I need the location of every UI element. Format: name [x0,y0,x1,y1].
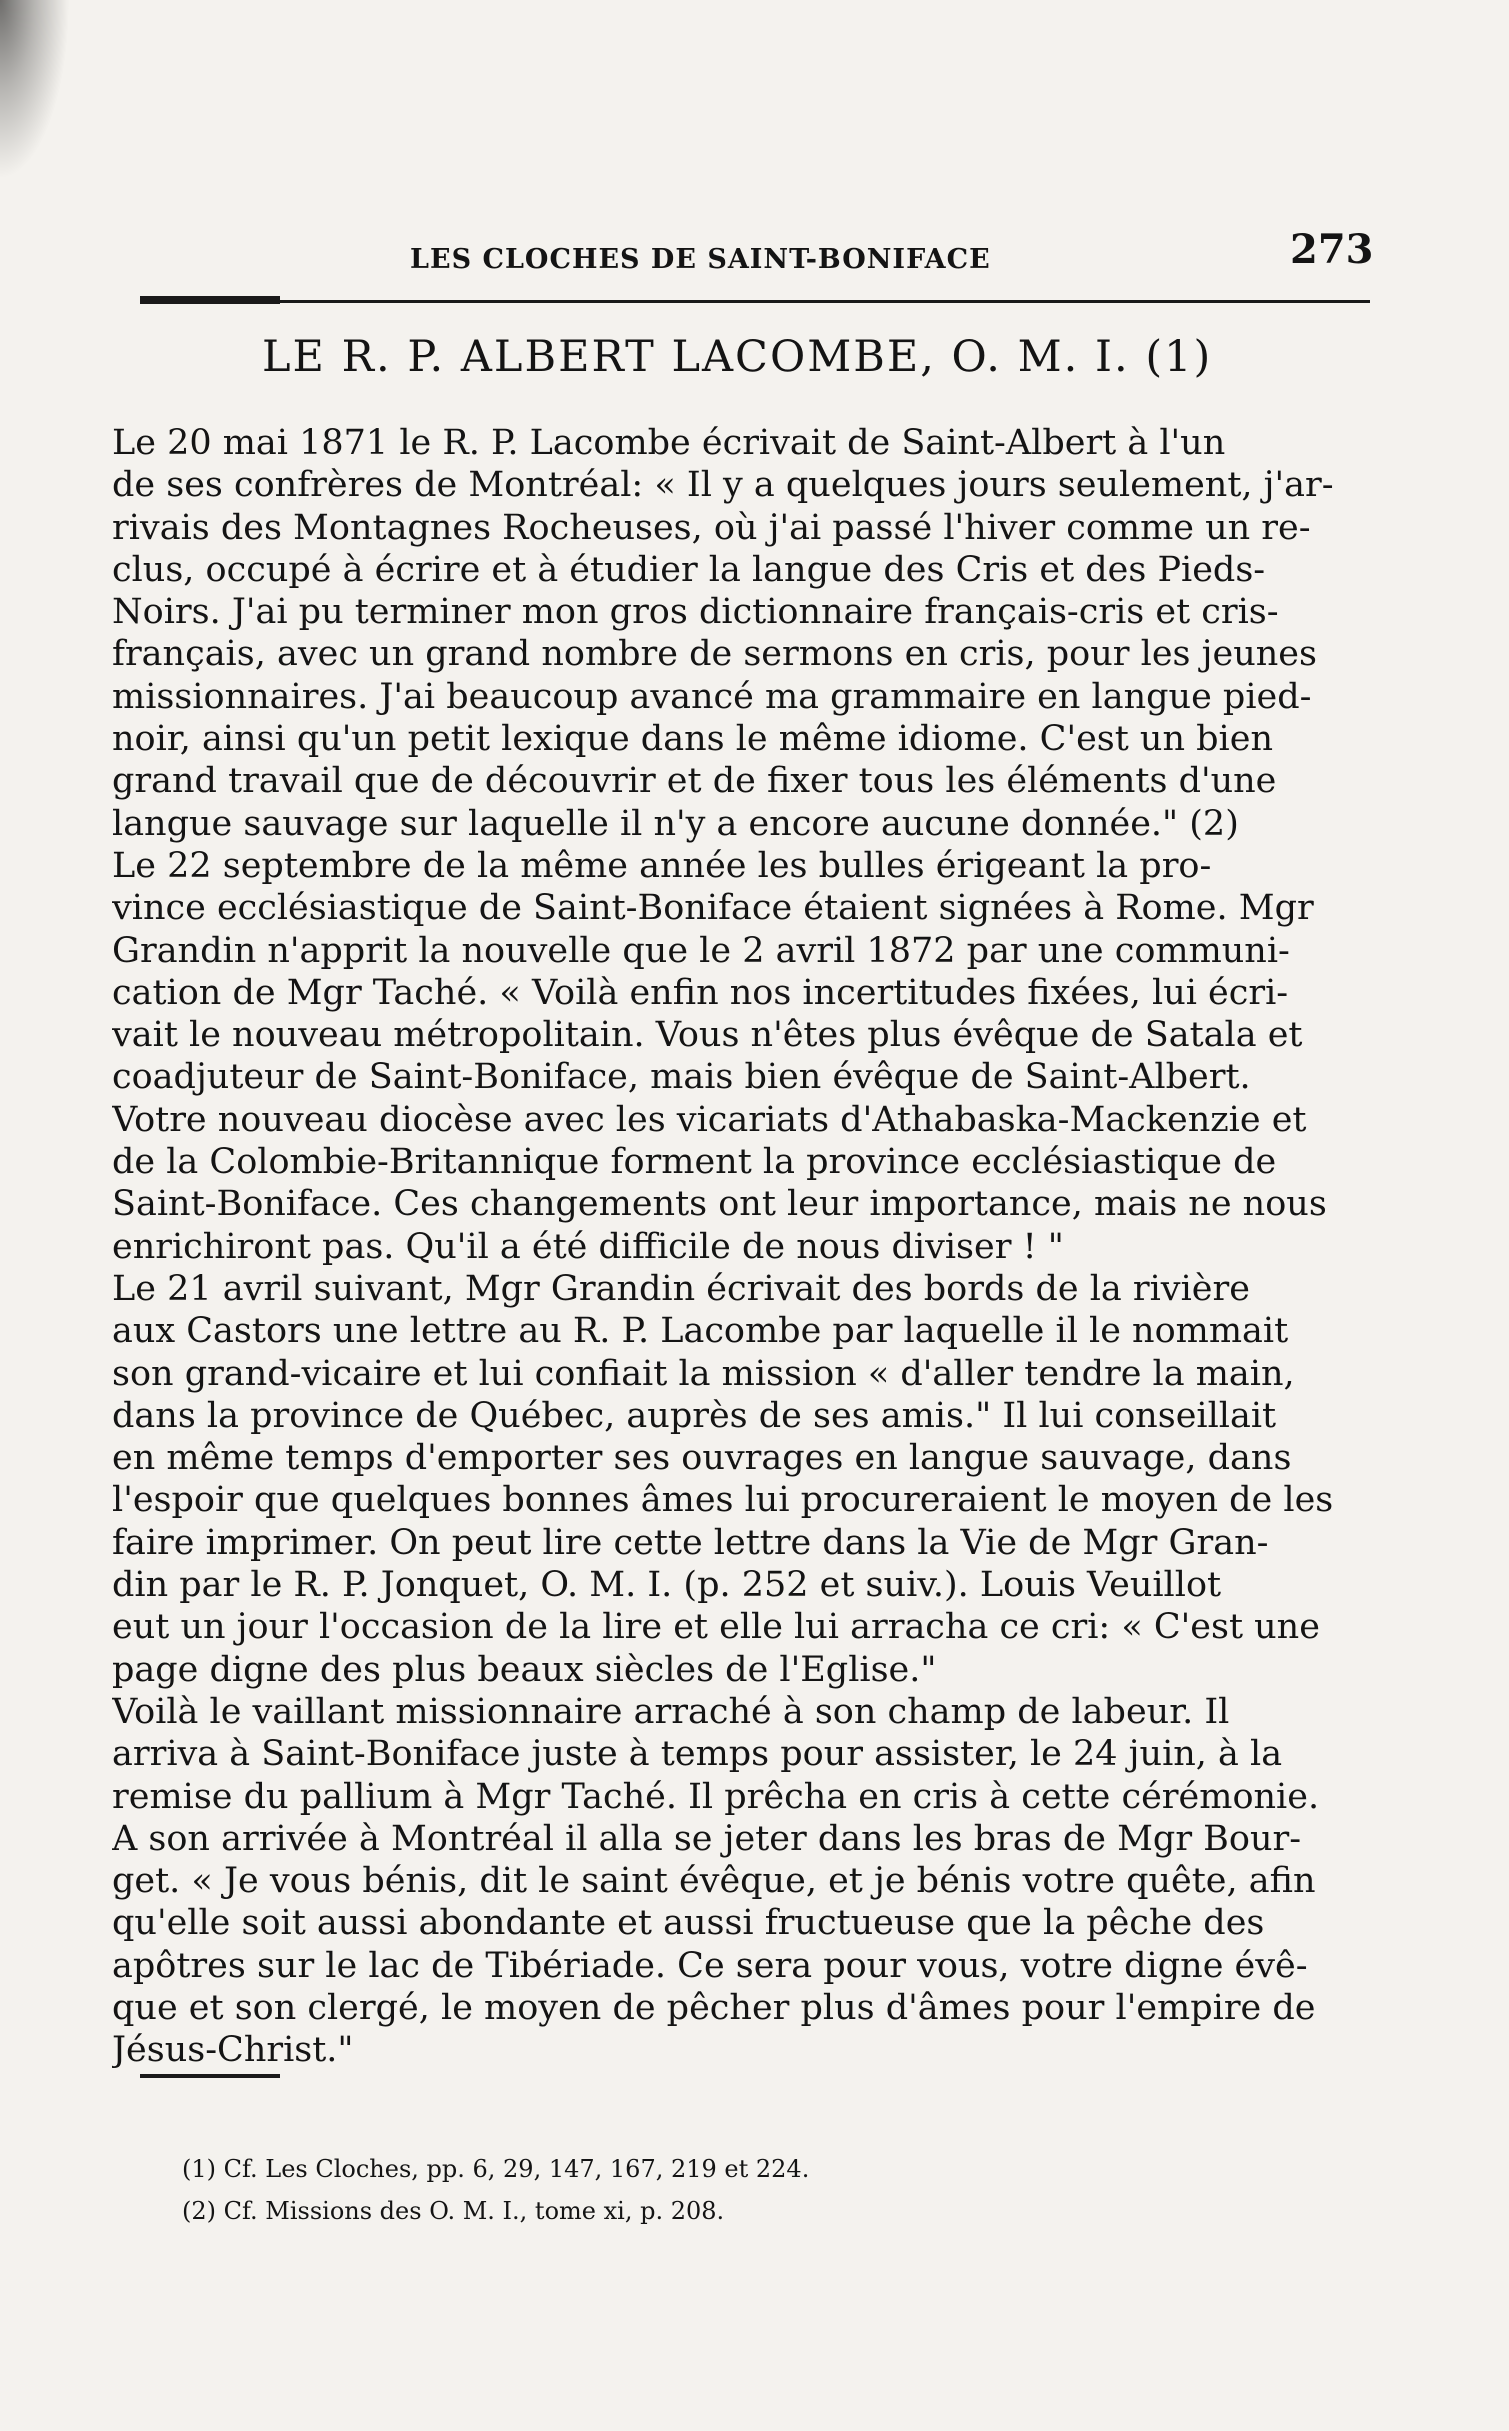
text-line: remise du pallium à Mgr Taché. Il prêcha en cris à cette cérémonie. [112,1776,1320,1817]
text-line: cation de Mgr Taché. « Voilà enfin nos incertitudes fixées, lui écri- [112,972,1289,1013]
text-line: enrichiront pas. Qu'il a été difficile de nous diviser ! " [112,1226,1064,1267]
chapter-title: LE R. P. ALBERT LACOMBE, O. M. I. (1) [262,332,1213,382]
footnote: (1) Cf. Les Cloches, pp. 6, 29, 147, 167, 219 et 224. [182,2155,810,2183]
text-line: de la Colombie-Britannique forment la province ecclésiastique de [112,1142,1277,1183]
text-line: grand travail que de découvrir et de fixer tous les éléments d'une [112,761,1277,802]
text-line: din par le R. P. Jonquet, O. M. I. (p. 252 et suiv.). Louis Veuillot [112,1565,1222,1606]
text-line: que et son clergé, le moyen de pêcher plus d'âmes pour l'empire de [112,1987,1316,2028]
running-head: LES CLOCHES DE SAINT-BONIFACE [410,244,991,275]
footnotes [182,2148,1082,2232]
text-line: coadjuteur de Saint-Boniface, mais bien évêque de Saint-Albert. [112,1057,1251,1098]
text-line: Saint-Boniface. Ces changements ont leur importance, mais ne nous [112,1184,1327,1225]
text-line: A son arrivée à Montréal il alla se jeter dans les bras de Mgr Bour- [112,1818,1302,1859]
text-line: vait le nouveau métropolitain. Vous n'êtes plus évêque de Satala et [112,1015,1303,1056]
header-rule [140,300,1370,303]
text-line: l'espoir que quelques bonnes âmes lui procureraient le moyen de les [112,1480,1334,1521]
text-line: faire imprimer. On peut lire cette lettre dans la Vie de Mgr Gran- [112,1522,1269,1563]
text-line: Voilà le vaillant missionnaire arraché à son champ de labeur. Il [112,1691,1230,1732]
text-line: arriva à Saint-Boniface juste à temps pour assister, le 24 juin, à la [112,1734,1283,1775]
text-line: page digne des plus beaux siècles de l'Eglise." [112,1649,937,1690]
footnote: (2) Cf. Missions des O. M. I., tome xi, p. 208. [182,2197,725,2225]
text-line: noir, ainsi qu'un petit lexique dans le même idiome. C'est un bien [112,719,1273,760]
text-line: Le 20 mai 1871 le R. P. Lacombe écrivait de Saint-Albert à l'un [112,423,1226,463]
body-text [112,422,1402,2072]
text-line: dans la province de Québec, auprès de ses amis." Il lui conseillait [112,1395,1277,1436]
text-line: français, avec un grand nombre de sermons en cris, pour les jeunes [112,634,1317,675]
text-line: Grandin n'apprit la nouvelle que le 2 avril 1872 par une communi- [112,930,1290,971]
text-line: clus, occupé à écrire et à étudier la langue des Cris et des Pieds- [112,549,1266,590]
page-number: 273 [1290,226,1374,273]
text-line: get. « Je vous bénis, dit le saint évêque, et je bénis votre quête, afin [112,1861,1316,1902]
text-line: Le 22 septembre de la même année les bulles érigeant la pro- [112,845,1212,886]
text-line: Votre nouveau diocèse avec les vicariats d'Athabaska-Mackenzie et [112,1099,1307,1140]
text-line: langue sauvage sur laquelle il n'y a encore aucune donnée." (2) [112,803,1239,844]
text-line: rivais des Montagnes Rocheuses, où j'ai passé l'hiver comme un re- [112,507,1311,548]
text-line: Le 21 avril suivant, Mgr Grandin écrivait des bords de la rivière [112,1268,1250,1309]
text-line: de ses confrères de Montréal: « Il y a quelques jours seulement, j'ar- [112,465,1334,506]
text-line: missionnaires. J'ai beaucoup avancé ma grammaire en langue pied- [112,676,1312,717]
text-line: son grand-vicaire et lui confiait la mission « d'aller tendre la main, [112,1353,1295,1394]
text-line: Noirs. J'ai pu terminer mon gros dictionnaire français-cris et cris- [112,592,1279,633]
text-line: eut un jour l'occasion de la lire et elle lui arracha ce cri: « C'est une [112,1607,1320,1648]
footnote-rule [140,2074,280,2078]
text-line: aux Castors une lettre au R. P. Lacombe par laquelle il le nommait [112,1311,1289,1352]
text-line: qu'elle soit aussi abondante et aussi fructueuse que la pêche des [112,1903,1265,1944]
text-line: vince ecclésiastique de Saint-Boniface étaient signées à Rome. Mgr [112,888,1314,929]
text-line: en même temps d'emporter ses ouvrages en langue sauvage, dans [112,1438,1292,1479]
scan-edge-shadow [0,0,70,180]
text-line: Jésus-Christ." [112,2030,354,2071]
text-line: apôtres sur le lac de Tibériade. Ce sera pour vous, votre digne évê- [112,1945,1308,1986]
